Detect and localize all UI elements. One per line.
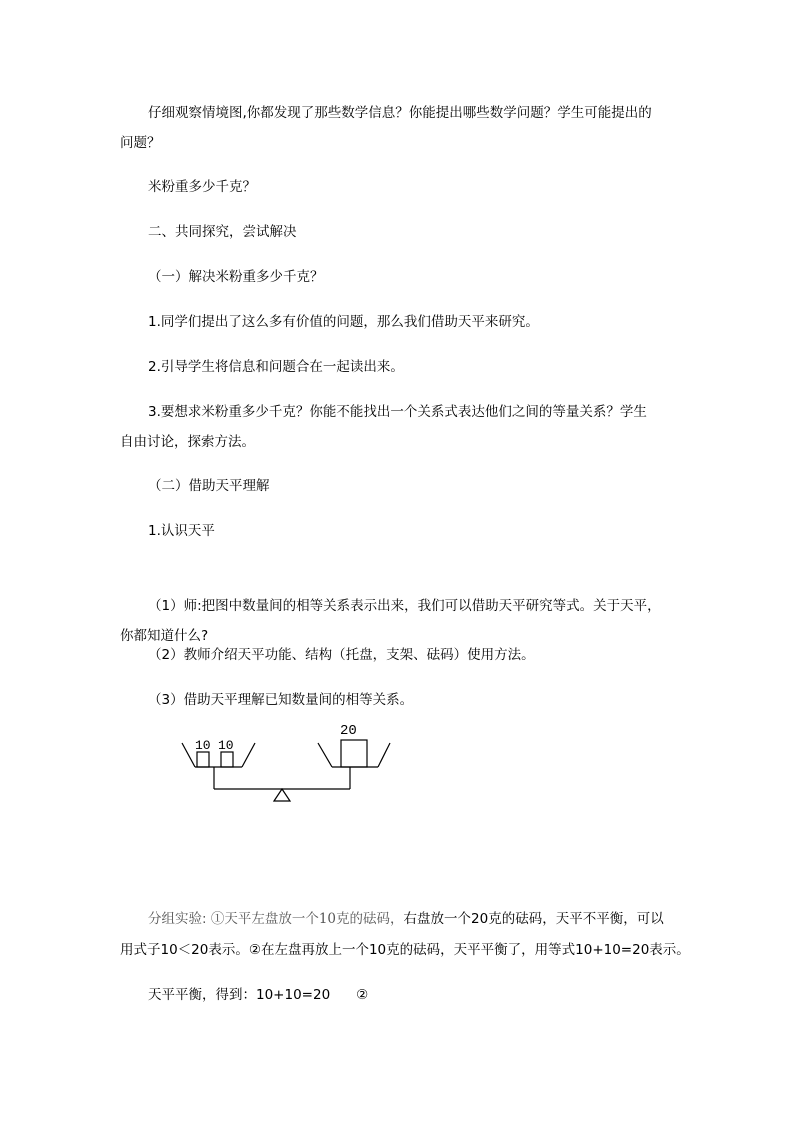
result-text: 天平平衡，得到：10+10=20	[148, 987, 331, 1003]
result-mark: ②	[356, 987, 369, 1003]
right-weight-label: 20	[340, 723, 357, 739]
left-weight-2-label: 10	[218, 738, 234, 753]
know-balance-heading: 1.认识天平	[148, 523, 215, 539]
left-pan-left-edge	[182, 743, 195, 767]
experiment-part-2: 右盘放一个20克的砝码，天平不平衡，可以	[403, 911, 664, 927]
intro-line-1: 仔细观察情境图,你都发现了那些数学信息？你能提出哪些数学问题？学生可能提出的	[148, 105, 652, 121]
step-1-line-2: 你都知道什么?	[120, 628, 209, 644]
subsection-2-title: （二）借助天平理解	[148, 478, 270, 494]
subsection-1-title: （一）解决米粉重多少千克？	[148, 269, 324, 285]
experiment-line-2: 用式子10＜20表示。②在左盘再放上一个10克的砝码，天平平衡了，用等式10+10=20表示。	[120, 942, 690, 958]
item-2: 2.引导学生将信息和问题合在一起读出来。	[148, 359, 404, 375]
fulcrum-triangle	[274, 789, 290, 801]
experiment-line-1	[120, 904, 690, 934]
item-3-line-1: 3.要想求米粉重多少千克？你能不能找出一个关系式表达他们之间的等量关系？学生	[148, 404, 647, 420]
left-weight-2-box	[221, 752, 233, 767]
section-2-title: 二、共同探究，尝试解决	[148, 224, 297, 240]
left-pan-right-edge	[242, 743, 255, 767]
balance-scale-figure	[170, 714, 400, 809]
intro-line-2: 问题？	[120, 135, 161, 151]
item-3-line-2: 自由讨论，探索方法。	[120, 434, 255, 450]
right-pan-right-edge	[378, 743, 390, 767]
step-3: （3）借助天平理解已知数量间的相等关系。	[148, 692, 414, 708]
result-line	[120, 980, 690, 1010]
experiment-part-1: ①天平左盘放一个10克的砝码，	[210, 911, 404, 927]
right-weight-box	[341, 740, 367, 767]
right-pan-left-edge	[318, 743, 332, 767]
left-weight-1-label: 10	[195, 738, 211, 753]
left-weight-1-box	[197, 752, 209, 767]
question-line: 米粉重多少千克？	[148, 179, 256, 195]
step-1-line-1: （1）师:把图中数量间的相等关系表示出来，我们可以借助天平研究等式。关于天平，	[148, 598, 661, 614]
experiment-label: 分组实验:	[148, 911, 211, 927]
item-1: 1.同学们提出了这么多有价值的问题，那么我们借助天平来研究。	[148, 314, 539, 330]
step-2: （2）教师介绍天平功能、结构（托盘，支架、砝码）使用方法。	[148, 647, 535, 663]
